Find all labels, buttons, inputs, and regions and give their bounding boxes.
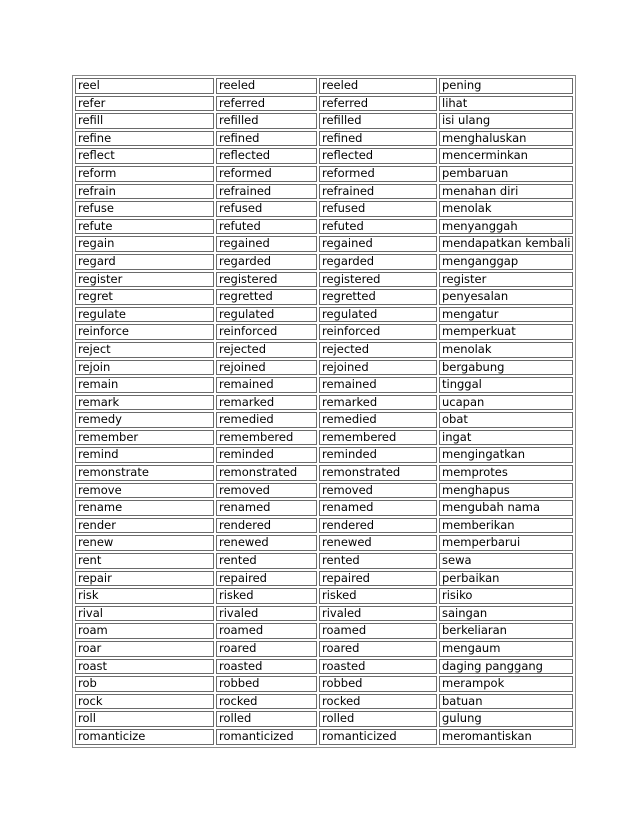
table-row — [75, 236, 573, 252]
base-form-cell: reflect — [75, 148, 214, 164]
table-row — [75, 289, 573, 305]
table-row — [75, 96, 573, 112]
table-row — [75, 395, 573, 411]
translation-cell: obat — [439, 412, 573, 428]
past-participle-cell: remonstrated — [319, 465, 437, 481]
base-form-cell: remember — [75, 430, 214, 446]
table-row — [75, 571, 573, 587]
past-tense-cell: romanticized — [216, 729, 317, 745]
past-participle-cell: regulated — [319, 307, 437, 323]
translation-cell: merampok — [439, 676, 573, 692]
base-form-cell: reject — [75, 342, 214, 358]
past-participle-cell: renamed — [319, 500, 437, 516]
translation-cell: menolak — [439, 342, 573, 358]
past-participle-cell: roamed — [319, 623, 437, 639]
past-tense-cell: remembered — [216, 430, 317, 446]
past-tense-cell: refused — [216, 201, 317, 217]
past-participle-cell: renewed — [319, 535, 437, 551]
translation-cell: mengubah nama — [439, 500, 573, 516]
translation-cell: menghapus — [439, 483, 573, 499]
past-tense-cell: regained — [216, 236, 317, 252]
base-form-cell: remark — [75, 395, 214, 411]
past-participle-cell: reeled — [319, 78, 437, 94]
table-row — [75, 307, 573, 323]
past-tense-cell: roamed — [216, 623, 317, 639]
past-participle-cell: regarded — [319, 254, 437, 270]
base-form-cell: remove — [75, 483, 214, 499]
table-row — [75, 430, 573, 446]
table-row — [75, 360, 573, 376]
verb-table-body — [75, 78, 573, 745]
past-tense-cell: remonstrated — [216, 465, 317, 481]
translation-cell: pembaruan — [439, 166, 573, 182]
base-form-cell: register — [75, 272, 214, 288]
base-form-cell: roam — [75, 623, 214, 639]
translation-cell: mengingatkan — [439, 447, 573, 463]
past-participle-cell: reminded — [319, 447, 437, 463]
past-participle-cell: referred — [319, 96, 437, 112]
translation-cell: tinggal — [439, 377, 573, 393]
past-tense-cell: reformed — [216, 166, 317, 182]
past-tense-cell: reminded — [216, 447, 317, 463]
past-tense-cell: roasted — [216, 659, 317, 675]
past-tense-cell: remedied — [216, 412, 317, 428]
past-participle-cell: regretted — [319, 289, 437, 305]
table-row — [75, 518, 573, 534]
past-tense-cell: regarded — [216, 254, 317, 270]
past-participle-cell: remained — [319, 377, 437, 393]
past-tense-cell: refrained — [216, 184, 317, 200]
translation-cell: gulung — [439, 711, 573, 727]
table-row — [75, 412, 573, 428]
table-row — [75, 588, 573, 604]
table-row — [75, 131, 573, 147]
translation-cell: menghaluskan — [439, 131, 573, 147]
base-form-cell: remedy — [75, 412, 214, 428]
past-participle-cell: rolled — [319, 711, 437, 727]
past-tense-cell: refuted — [216, 219, 317, 235]
table-row — [75, 377, 573, 393]
base-form-cell: renew — [75, 535, 214, 551]
base-form-cell: rob — [75, 676, 214, 692]
past-participle-cell: rejected — [319, 342, 437, 358]
past-participle-cell: removed — [319, 483, 437, 499]
translation-cell: risiko — [439, 588, 573, 604]
past-tense-cell: rejoined — [216, 360, 317, 376]
table-row — [75, 324, 573, 340]
table-row — [75, 729, 573, 745]
base-form-cell: remonstrate — [75, 465, 214, 481]
past-tense-cell: rivaled — [216, 606, 317, 622]
past-participle-cell: regained — [319, 236, 437, 252]
translation-cell: daging panggang — [439, 659, 573, 675]
past-tense-cell: roared — [216, 641, 317, 657]
table-row — [75, 553, 573, 569]
past-tense-cell: refined — [216, 131, 317, 147]
table-row — [75, 465, 573, 481]
base-form-cell: risk — [75, 588, 214, 604]
table-row — [75, 447, 573, 463]
table-row — [75, 500, 573, 516]
base-form-cell: roll — [75, 711, 214, 727]
past-participle-cell: rendered — [319, 518, 437, 534]
translation-cell: menganggap — [439, 254, 573, 270]
base-form-cell: rock — [75, 694, 214, 710]
past-participle-cell: romanticized — [319, 729, 437, 745]
translation-cell: menolak — [439, 201, 573, 217]
base-form-cell: rename — [75, 500, 214, 516]
base-form-cell: render — [75, 518, 214, 534]
translation-cell: menahan diri — [439, 184, 573, 200]
past-tense-cell: renamed — [216, 500, 317, 516]
past-tense-cell: rented — [216, 553, 317, 569]
translation-cell: menyanggah — [439, 219, 573, 235]
past-tense-cell: repaired — [216, 571, 317, 587]
past-participle-cell: remarked — [319, 395, 437, 411]
past-tense-cell: removed — [216, 483, 317, 499]
table-row — [75, 78, 573, 94]
table-row — [75, 711, 573, 727]
translation-cell: mendapatkan kembali — [439, 236, 573, 252]
base-form-cell: refine — [75, 131, 214, 147]
past-participle-cell: rivaled — [319, 606, 437, 622]
past-tense-cell: rolled — [216, 711, 317, 727]
translation-cell: memperkuat — [439, 324, 573, 340]
translation-cell: mengatur — [439, 307, 573, 323]
past-tense-cell: referred — [216, 96, 317, 112]
table-row — [75, 694, 573, 710]
past-participle-cell: rejoined — [319, 360, 437, 376]
verb-table — [72, 75, 576, 748]
translation-cell: meromantiskan — [439, 729, 573, 745]
base-form-cell: refrain — [75, 184, 214, 200]
past-participle-cell: robbed — [319, 676, 437, 692]
past-participle-cell: reformed — [319, 166, 437, 182]
past-tense-cell: regretted — [216, 289, 317, 305]
table-row — [75, 606, 573, 622]
past-tense-cell: rendered — [216, 518, 317, 534]
past-participle-cell: roared — [319, 641, 437, 657]
translation-cell: register — [439, 272, 573, 288]
table-row — [75, 219, 573, 235]
translation-cell: memberikan — [439, 518, 573, 534]
base-form-cell: rival — [75, 606, 214, 622]
base-form-cell: reel — [75, 78, 214, 94]
translation-cell: memperbarui — [439, 535, 573, 551]
past-participle-cell: refilled — [319, 113, 437, 129]
table-row — [75, 184, 573, 200]
table-row — [75, 342, 573, 358]
past-participle-cell: refused — [319, 201, 437, 217]
translation-cell: lihat — [439, 96, 573, 112]
table-row — [75, 676, 573, 692]
base-form-cell: romanticize — [75, 729, 214, 745]
translation-cell: mengaum — [439, 641, 573, 657]
past-participle-cell: repaired — [319, 571, 437, 587]
past-tense-cell: renewed — [216, 535, 317, 551]
base-form-cell: remain — [75, 377, 214, 393]
translation-cell: memprotes — [439, 465, 573, 481]
past-participle-cell: risked — [319, 588, 437, 604]
base-form-cell: repair — [75, 571, 214, 587]
base-form-cell: regain — [75, 236, 214, 252]
past-participle-cell: roasted — [319, 659, 437, 675]
table-row — [75, 254, 573, 270]
past-participle-cell: remembered — [319, 430, 437, 446]
table-row — [75, 272, 573, 288]
translation-cell: mencerminkan — [439, 148, 573, 164]
translation-cell: berkeliaran — [439, 623, 573, 639]
document-page — [72, 75, 576, 748]
table-row — [75, 201, 573, 217]
base-form-cell: remind — [75, 447, 214, 463]
translation-cell: ingat — [439, 430, 573, 446]
past-tense-cell: remained — [216, 377, 317, 393]
past-participle-cell: reinforced — [319, 324, 437, 340]
past-participle-cell: registered — [319, 272, 437, 288]
base-form-cell: rejoin — [75, 360, 214, 376]
base-form-cell: refuse — [75, 201, 214, 217]
translation-cell: saingan — [439, 606, 573, 622]
base-form-cell: refill — [75, 113, 214, 129]
past-tense-cell: rocked — [216, 694, 317, 710]
table-row — [75, 148, 573, 164]
base-form-cell: reinforce — [75, 324, 214, 340]
past-participle-cell: reflected — [319, 148, 437, 164]
translation-cell: ucapan — [439, 395, 573, 411]
past-participle-cell: remedied — [319, 412, 437, 428]
past-tense-cell: reflected — [216, 148, 317, 164]
table-row — [75, 623, 573, 639]
past-tense-cell: risked — [216, 588, 317, 604]
table-row — [75, 659, 573, 675]
base-form-cell: refer — [75, 96, 214, 112]
base-form-cell: rent — [75, 553, 214, 569]
past-tense-cell: reinforced — [216, 324, 317, 340]
table-row — [75, 113, 573, 129]
past-tense-cell: registered — [216, 272, 317, 288]
past-tense-cell: robbed — [216, 676, 317, 692]
translation-cell: bergabung — [439, 360, 573, 376]
past-tense-cell: reeled — [216, 78, 317, 94]
table-row — [75, 166, 573, 182]
past-participle-cell: refuted — [319, 219, 437, 235]
past-participle-cell: refrained — [319, 184, 437, 200]
base-form-cell: regret — [75, 289, 214, 305]
past-participle-cell: rocked — [319, 694, 437, 710]
past-participle-cell: rented — [319, 553, 437, 569]
translation-cell: batuan — [439, 694, 573, 710]
table-row — [75, 641, 573, 657]
translation-cell: penyesalan — [439, 289, 573, 305]
base-form-cell: roar — [75, 641, 214, 657]
past-tense-cell: rejected — [216, 342, 317, 358]
base-form-cell: reform — [75, 166, 214, 182]
past-tense-cell: remarked — [216, 395, 317, 411]
past-participle-cell: refined — [319, 131, 437, 147]
base-form-cell: regard — [75, 254, 214, 270]
past-tense-cell: regulated — [216, 307, 317, 323]
table-row — [75, 483, 573, 499]
base-form-cell: refute — [75, 219, 214, 235]
past-tense-cell: refilled — [216, 113, 317, 129]
base-form-cell: roast — [75, 659, 214, 675]
translation-cell: pening — [439, 78, 573, 94]
base-form-cell: regulate — [75, 307, 214, 323]
translation-cell: sewa — [439, 553, 573, 569]
table-row — [75, 535, 573, 551]
translation-cell: perbaikan — [439, 571, 573, 587]
translation-cell: isi ulang — [439, 113, 573, 129]
